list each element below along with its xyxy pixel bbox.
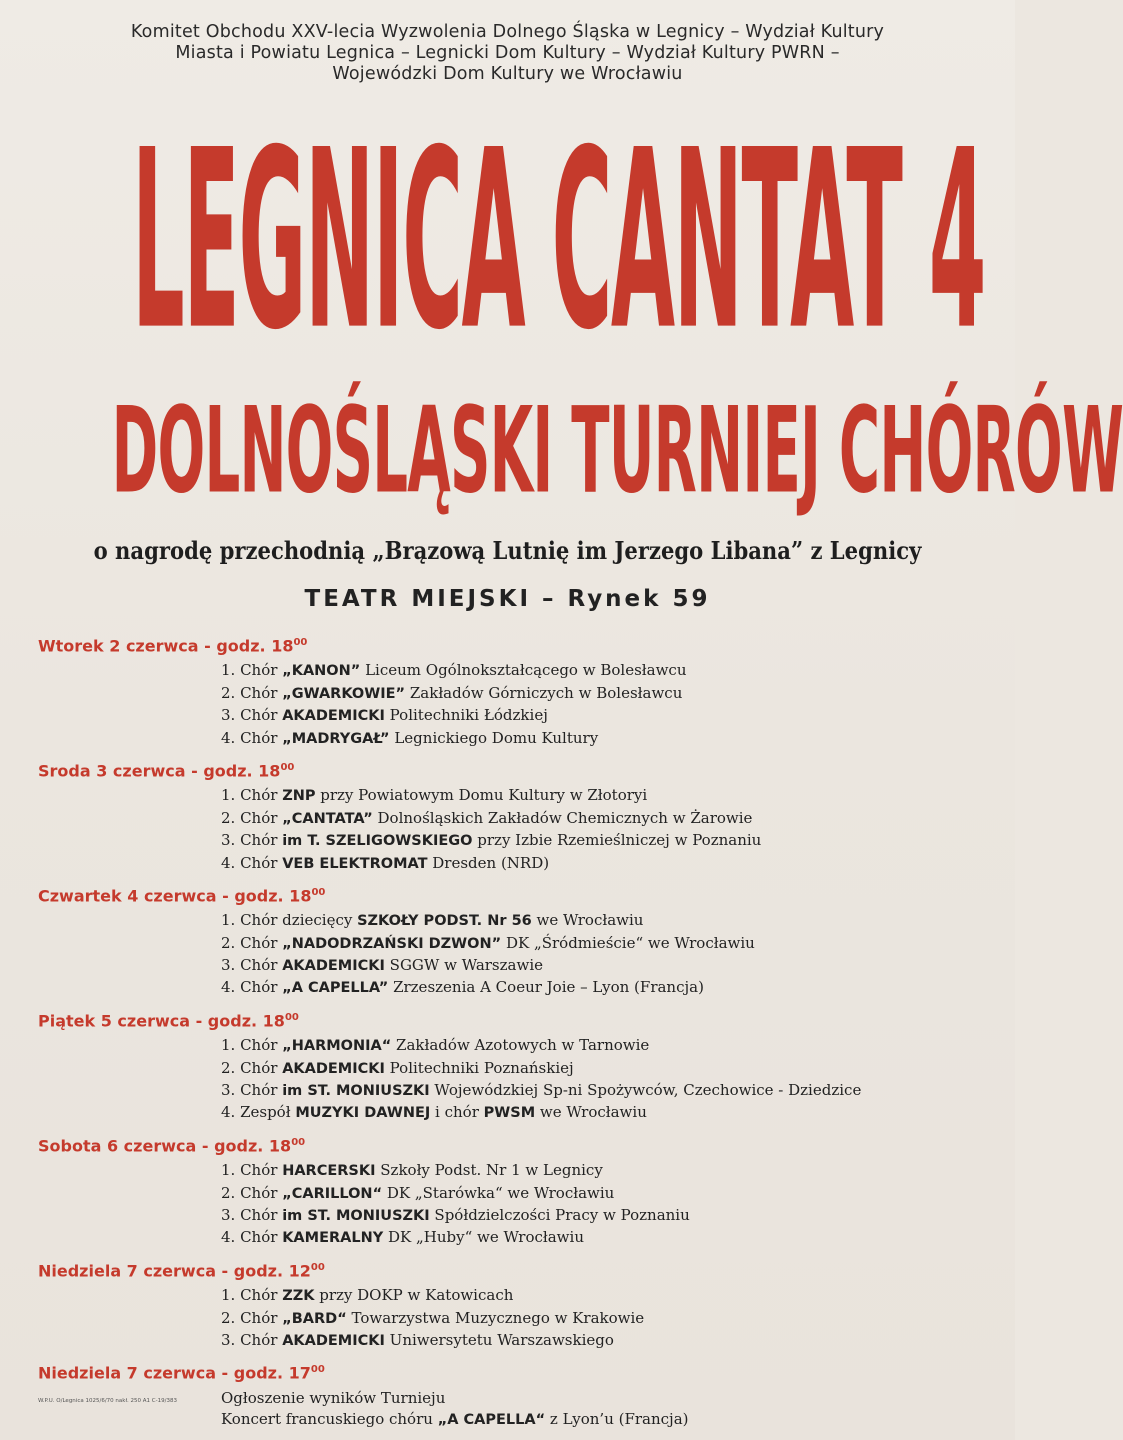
- choir-name: im T. SZELIGOWSKIEGO: [282, 833, 473, 850]
- choir-text: Spółdzielczości Pracy w Poznaniu: [429, 1205, 690, 1224]
- choir-name: SZKOŁY PODST. Nr 56: [357, 913, 532, 930]
- choir-text: 1. Chór: [221, 1161, 283, 1180]
- choir-text: Legnickiego Domu Kultury: [389, 728, 599, 747]
- choir-entry: [221, 660, 998, 682]
- choir-text: 3. Chór: [221, 831, 283, 850]
- choir-text: Ogłoszenie wyników Turnieju: [221, 1388, 446, 1407]
- choir-text: Politechniki Poznańskiej: [384, 1058, 574, 1077]
- choir-text: Dresden (NRD): [427, 853, 550, 872]
- choir-text: we Wrocławiu: [531, 911, 644, 930]
- day-minutes: 00: [310, 1261, 325, 1273]
- day-date: Sroda 3 czerwca - godz. 18: [38, 761, 281, 781]
- choir-text: 2. Chór: [221, 1183, 283, 1202]
- choir-text: z Lyon’u (Francja): [545, 1410, 689, 1429]
- choir-name: PWSM: [483, 1105, 536, 1122]
- day-minutes: 00: [291, 1136, 306, 1148]
- day-minutes: 00: [293, 637, 308, 648]
- choir-text: przy DOKP w Katowicach: [314, 1286, 514, 1305]
- choir-name: ZZK: [282, 1288, 315, 1305]
- choir-text: 2. Chór: [221, 1308, 283, 1327]
- choir-entry: [221, 910, 998, 932]
- day-heading: [38, 757, 998, 782]
- program-schedule: [38, 632, 998, 1438]
- day-heading: [38, 632, 998, 657]
- organizers-line: Wojewódzki Dom Kultury we Wrocławiu: [332, 64, 683, 84]
- organizers-line: Komitet Obchodu XXV-lecia Wyzwolenia Dolnego Śląska w Legnicy – Wydział Kultury: [130, 22, 885, 42]
- day-minutes: 00: [280, 761, 295, 773]
- organizers-header: [0, 22, 1015, 85]
- choir-text: 4. Chór: [221, 1228, 283, 1247]
- day-date: Wtorek 2 czerwca - godz. 18: [38, 636, 294, 656]
- day-block: [38, 882, 998, 1000]
- choir-entry: [221, 705, 998, 727]
- choir-text: 1. Chór: [221, 786, 283, 805]
- choir-name: „HARMONIA“: [282, 1038, 392, 1055]
- choir-text: 1. Chór: [221, 661, 283, 680]
- choir-entry: [221, 1183, 998, 1205]
- choir-entry: [221, 1227, 998, 1249]
- choir-name: AKADEMICKI: [282, 1332, 385, 1349]
- choir-text: 1. Chór: [221, 1286, 283, 1305]
- choir-name: AKADEMICKI: [282, 708, 385, 725]
- choir-entry: [221, 1035, 998, 1057]
- choir-text: 4. Zespół: [221, 1103, 296, 1122]
- choir-entry: [221, 1285, 998, 1307]
- choir-name: MUZYKI DAWNEJ: [295, 1105, 431, 1122]
- choir-entry: [221, 1058, 998, 1080]
- choir-text: 3. Chór: [221, 706, 283, 725]
- day-heading: [38, 1257, 998, 1282]
- choir-name: AKADEMICKI: [282, 958, 385, 975]
- choir-text: DK „Śródmieście“ we Wrocławiu: [501, 933, 755, 952]
- choir-name: „CANTATA”: [282, 810, 373, 827]
- choir-text: Zakładów Górniczych w Bolesławcu: [405, 683, 683, 702]
- day-date: Niedziela 7 czerwca - godz. 17: [38, 1363, 311, 1383]
- day-block: [38, 1359, 998, 1431]
- choir-name: HARCERSKI: [282, 1163, 376, 1180]
- day-date: Sobota 6 czerwca - godz. 18: [38, 1136, 292, 1156]
- choir-name: AKADEMICKI: [282, 1060, 385, 1077]
- choir-text: 4. Chór: [221, 853, 283, 872]
- choir-text: 3. Chór: [221, 956, 283, 975]
- choir-text: Politechniki Łódzkiej: [384, 706, 548, 725]
- day-date: Piątek 5 czerwca - godz. 18: [38, 1011, 285, 1031]
- day-block: [38, 757, 998, 875]
- choir-text: SGGW w Warszawie: [384, 956, 543, 975]
- choir-entry: [221, 1080, 998, 1102]
- choir-text: 3. Chór: [221, 1330, 283, 1349]
- choir-entry: [221, 1388, 998, 1409]
- choir-text: i chór: [430, 1103, 484, 1122]
- choir-name: KAMERALNY: [282, 1230, 384, 1247]
- choir-entry: [221, 1205, 998, 1227]
- day-heading: [38, 1359, 998, 1384]
- choir-name: „KANON”: [282, 663, 361, 680]
- choir-entry: [221, 1409, 998, 1431]
- day-block: [38, 632, 998, 750]
- day-minutes: 00: [284, 1011, 299, 1023]
- choir-text: Uniwersytetu Warszawskiego: [384, 1330, 614, 1349]
- choir-name: „NADODRZAŃSKI DZWON”: [282, 935, 502, 952]
- choir-entry: [221, 808, 998, 830]
- choir-text: 2. Chór: [221, 808, 283, 827]
- choir-entry: [221, 785, 998, 807]
- choir-text: we Wrocławiu: [535, 1103, 647, 1122]
- choir-name: VEB ELEKTROMAT: [282, 855, 428, 872]
- choir-name: „MADRYGAŁ”: [282, 730, 390, 747]
- choir-text: 1. Chór dziecięcy: [221, 911, 358, 930]
- choir-text: 1. Chór: [221, 1036, 283, 1055]
- choir-text: Zakładów Azotowych w Tarnowie: [391, 1036, 650, 1055]
- choir-text: 4. Chór: [221, 978, 283, 997]
- choir-name: ZNP: [282, 788, 316, 805]
- choir-text: 2. Chór: [221, 1058, 283, 1077]
- day-date: Czwartek 4 czerwca - godz. 18: [38, 886, 312, 906]
- day-heading: [38, 882, 998, 907]
- choir-text: DK „Huby“ we Wrocławiu: [383, 1228, 584, 1247]
- venue-line: TEATR MIEJSKI – Rynek 59: [304, 586, 711, 612]
- choir-name: „GWARKOWIE”: [282, 685, 406, 702]
- poster-subtitle-title: DOLNOŚLĄSKI TURNIEJ CHÓRÓW: [111, 380, 1123, 520]
- choir-entry: [221, 955, 998, 977]
- day-heading: [38, 1132, 998, 1157]
- choir-entry: [221, 830, 998, 852]
- choir-text: 3. Chór: [221, 1081, 283, 1099]
- choir-text: Dolnośląskich Zakładów Chemicznych w Żarowie: [372, 808, 753, 827]
- choir-name: im ST. MONIUSZKI: [282, 1207, 430, 1224]
- choir-name: „CARILLON“: [282, 1185, 383, 1202]
- organizers-line: Miasta i Powiatu Legnica – Legnicki Dom Kultury – Wydział Kultury PWRN –: [175, 43, 840, 63]
- choir-entry: [221, 1102, 998, 1124]
- day-block: [38, 1132, 998, 1250]
- choir-text: 2. Chór: [221, 683, 283, 702]
- choir-name: im ST. MONIUSZKI: [282, 1083, 430, 1099]
- choir-name: „A CAPELLA“: [437, 1412, 546, 1429]
- choir-text: Zrzeszenia A Coeur Joie – Lyon (Francja): [388, 978, 704, 997]
- choir-entry: [221, 853, 998, 875]
- choir-text: Towarzystwa Muzycznego w Krakowie: [346, 1308, 645, 1327]
- choir-entry: [221, 1330, 998, 1352]
- print-note: W.P.U. O/Legnica 1025/6/70 nakł. 250 A1 C-19/383: [38, 1398, 177, 1404]
- choir-text: 3. Chór: [221, 1205, 283, 1224]
- poster-title: LEGNICA CANTAT 4: [131, 99, 985, 385]
- choir-text: DK „Starówka“ we Wrocławiu: [382, 1183, 615, 1202]
- choir-entry: [221, 728, 998, 750]
- day-minutes: 00: [311, 886, 326, 898]
- choir-entry: [221, 1160, 998, 1182]
- choir-entry: [221, 1308, 998, 1330]
- choir-name: „BARD“: [282, 1310, 347, 1327]
- choir-entry: [221, 683, 998, 705]
- day-date: Niedziela 7 czerwca - godz. 12: [38, 1261, 311, 1281]
- choir-entry: [221, 933, 998, 955]
- choir-text: Koncert francuskiego chóru: [221, 1410, 438, 1429]
- prize-line: o nagrodę przechodnią „Brązową Lutnię im Jerzego Libana” z Legnicy: [93, 536, 922, 565]
- choir-text: przy Powiatowym Domu Kultury w Złotoryi: [315, 786, 648, 805]
- day-minutes: 00: [310, 1364, 325, 1376]
- choir-text: Liceum Ogólnokształcącego w Bolesławcu: [360, 661, 687, 680]
- day-block: [38, 1257, 998, 1353]
- day-block: [38, 1007, 998, 1125]
- choir-name: „A CAPELLA”: [282, 980, 389, 997]
- choir-text: przy Izbie Rzemieślniczej w Poznaniu: [472, 831, 762, 850]
- choir-text: Wojewódzkiej Sp-ni Spożywców, Czechowice - Dziedzice: [429, 1081, 862, 1099]
- day-heading: [38, 1007, 998, 1032]
- choir-text: 2. Chór: [221, 933, 283, 952]
- choir-entry: [221, 977, 998, 999]
- choir-text: 4. Chór: [221, 728, 283, 747]
- choir-text: Szkoły Podst. Nr 1 w Legnicy: [375, 1161, 603, 1180]
